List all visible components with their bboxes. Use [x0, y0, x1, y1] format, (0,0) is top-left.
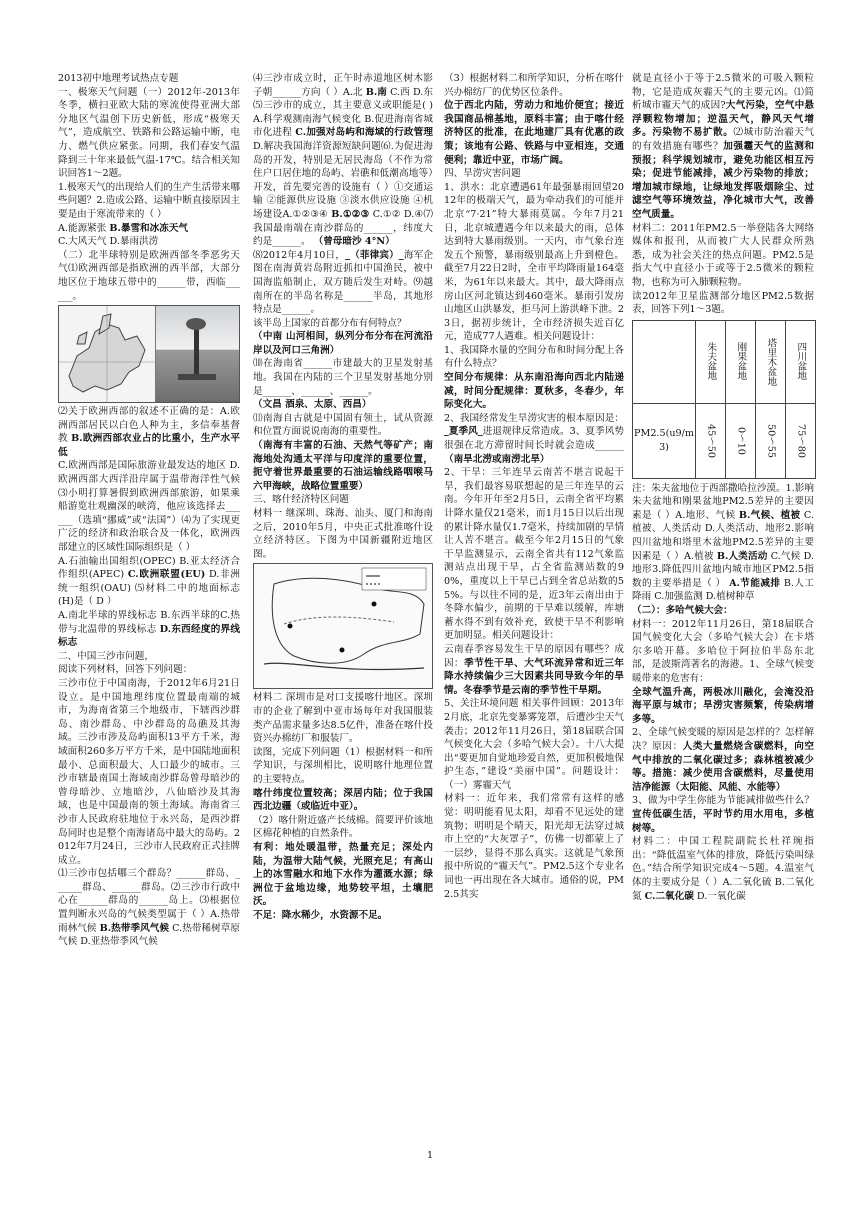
- sansha-q9b: 该半岛上国家的首都分布有何特点？: [253, 317, 407, 329]
- pm25-q2-answer: B.人类活动: [716, 550, 768, 562]
- doha-q2-text: 2、全球气候变暖的原因是怎样的？怎样解决？原因：: [632, 727, 814, 752]
- sansha-q11-answer: （南海有丰富的石油、天然气等矿产；南海地处沟通太平洋与印度洋的重要位置，扼守着世界最重要的石油运输线路咽喉马六甲海峡，战略位置重要）: [253, 440, 433, 492]
- question-2-rest: C.欧洲西部是国际旅游业最发达的地区 D.欧洲西部大西洋沿岸属于温带海洋性气候⑶小明打算暑假到欧洲西部旅游，如果乘船游览壮观幽深的峡湾，他应该选择去______（选填“挪威”或“法国”）⑷为了实现更广泛的经济和政治联合及一体化，欧洲西部建立的区域性国际组织是（ ）: [58, 460, 240, 554]
- haze-q1-answer: 大气污染，空气中悬浮颗粒物增加；逆温天气，静风天气增多。污染物不易扩散。: [632, 100, 814, 139]
- question-1-options-cd: C.大风天气 D.暴雨洪涝: [58, 236, 159, 248]
- sansha-q10: ⑽在海南省______市建最大的卫星发射基地。我国在内陆的三个卫星发射基地分别是______、______、______。: [253, 358, 433, 397]
- q5-answer: D.东西经度的界线标志: [58, 623, 240, 649]
- drought-material: 2、干旱：三年连旱云南苦不堪言说起干旱，我们最容易联想起的是三年连旱的云南。今年开年至2月5日，云南全省平均累计降水量仅21毫米，而1月15日以后出现的累计降水量仅1.7毫米，持续加剧的旱情让人苦不堪言。截至今年2月15日的气象干旱监测显示，云南全省共有112气象监测站点出现干旱，占全省监测站数的90%，重度以上干旱已占到全省总站数的55%。与以往不同的是，近3年云南出由于冬降水偏少，前期的干旱难以缓解，库塘蓄水得不到有效补充，致使干旱不利影响更加明显。相关问题设计：: [444, 467, 624, 642]
- flood-q2-answer: _夏季风_: [444, 426, 483, 438]
- flood-q1-answer: 空间分布规律：从东南沿海向西北内陆递减，时间分配规律：夏秋多，冬春少，年际变化大。: [444, 372, 624, 411]
- haze-q2-answer: 加强霾天气的监测和预报；科学规划城市，避免功能区相互污染；促进节能减排，减少污染物的排放；增加城市绿地，让绿地发挥吸烟除尘、过滤空气等环境效益，净化城市大气，改善空气质量。: [632, 140, 815, 220]
- q5-opt-abc: A.南北半球的界线标志 B.东西半球的C.热带与北温带的界线标志: [58, 610, 240, 635]
- flood-q1: 1、我国降水量的空间分布和时间分配上各有什么特点？: [444, 344, 624, 370]
- q6-answer: B.①②③: [331, 208, 370, 220]
- sansha-q4: [253, 72, 433, 249]
- sansha-q11: ⑾南海自古就是中国固有领土，试从资源和位置方面说说南海的重要性。: [253, 412, 433, 438]
- pm25-questions: [632, 482, 814, 604]
- q1-text: 1.极寒天气的出现给人们的生产生活带来哪些问题？2.造成公路、运输中断直接原因主要是由于寒流带来的（ ）: [58, 181, 240, 220]
- pm25-table: [632, 320, 816, 479]
- q5-text: C.西 D.东⑸三沙市的成立，其主要意义或职能是( )A.科学观测南海气候变化 B.促进海南省城市化进程: [253, 86, 434, 139]
- doha-q1-answer: 全球气温升高，两极冰川融化，会淹没沿海平原与城市；旱涝灾害频繁，传染病增多等。: [632, 686, 814, 725]
- table-cell: 45～50: [696, 403, 726, 478]
- pm25-q2-text: C.植被、人类活动 D.人类活动、地形2.影响四川盆地和塔里木盆地PM2.5差异的主要因素是（ ）A.植被: [632, 509, 814, 562]
- table-cell: 50～55: [756, 403, 786, 478]
- q7-text: C.①② D.④⑺我国最南端在南沙群岛的______，纬度大约是______。: [253, 208, 433, 248]
- q1-opt-a: A.能源紧张: [58, 222, 107, 234]
- page-number: 1: [426, 1150, 434, 1161]
- sansha-q-answer: B.热带季风气候: [99, 922, 169, 934]
- sansha-q-opts: C.热带稀树草原气候 D.亚热带季风气候: [58, 922, 240, 948]
- q4-answer: B.南: [365, 86, 387, 98]
- haze-q1-text: 就是直径小于等于2.5微米的可吸入颗粒物，它是造成灰霾天气的主要元凶。⑴简析城市霾天气的成因?: [632, 73, 814, 112]
- doha-heading: （二）：多哈气候大会：: [632, 605, 733, 617]
- pm25-q3-answer: A.节能减排: [729, 577, 781, 589]
- disaster-heading: 四、旱涝灾害问题: [444, 168, 521, 180]
- table-header-cell: 朱夫盆地: [696, 320, 726, 403]
- table-row-label: PM2.5(u9/m3): [633, 403, 696, 478]
- pm25-q1-text: 注：朱夫盆地位于西部撒哈拉沙漠。1.影响朱夫盆地和刚果盆地PM2.5差异的主要因素是（ ）A.地形、气候: [632, 482, 814, 521]
- column-1: [58, 72, 240, 949]
- q4-text: ⑷三沙市成立时，正午时赤道地区树木影子朝______方向（ ）A.北: [253, 73, 433, 98]
- doha-q3-text: 3、做为中学生你能为节能减排做些什么？: [632, 795, 814, 807]
- q4-answer: C.欧洲联盟(EU): [127, 569, 206, 581]
- s1-head: 一、极寒天气问题（一）2012年: [58, 86, 203, 98]
- green-q-opt-d: D.一氧化碳: [696, 890, 746, 902]
- kashgar-heading: 三、喀什经济特区问题: [253, 494, 349, 506]
- flood-q3-text: 进退规律反常造成。3、夏季风势很强在北方滞留时间长时就会造成______: [444, 426, 625, 452]
- q2-answer: B.欧洲西部农业占的比重小，生产水平低: [58, 433, 240, 458]
- q9-text: 海军企图在南海黄岩岛附近抓扣中国渔民，被中国海监船制止，双方随后发生对峙。⑼越南所在的半岛名称是______半岛，其地形特点是______。: [253, 249, 434, 316]
- drought-q: [444, 643, 624, 697]
- section-3-heading: 二、中国三沙市问题，: [58, 650, 154, 662]
- doha-q2-answer: 人类大量燃烧含碳燃料，向空气中排放的二氧化碳过多；森林植被减少等。措施：减少使用含碳燃料，尽量使用洁净能源（太阳能、风能、水能等）: [632, 740, 815, 793]
- kashgar-q3-answer: 位于西北内陆，劳动力和地价便宜；接近我国商品棉基地，原料丰富；由于喀什经济特区的批准，在此地建厂具有优惠的政策；该地有公路、铁路与中亚相连，交通便利；靠近中亚，市场广阔。: [444, 100, 624, 166]
- doha-q2: [632, 726, 814, 794]
- table-row: [633, 403, 816, 478]
- drought-q-text: 云南春季容易发生干旱的原因有哪些？成因：: [444, 643, 624, 669]
- green-q-answer: C.二氧化碳: [644, 890, 694, 902]
- sansha-q8: [253, 249, 433, 317]
- column-4: [632, 72, 814, 903]
- q8-answer: _（菲律宾）_: [345, 249, 404, 261]
- kashgar-q3: （3）根据材料二和所学知识，分析在喀什兴办棉纺厂的优势区位条件。: [444, 73, 624, 98]
- pm25-q3-text: C.气候 D.地形3.降低四川盆地内城市地区PM2.5指数的主要举措是（ ）: [632, 550, 815, 589]
- kashgar-material-1: 材料一 继深圳、珠海、汕头、厦门和海南之后，2010年5月，中央正式批准喀什设立经济特区。下图为中国新疆附近地区图。: [253, 508, 433, 560]
- sansha-q-text: ⑴三沙市包括哪三个群岛？______群岛、______群岛、______群岛。⑵三沙市行政中心在______群岛的______岛上。⑶根据位置判断永兴岛的气候类型属于（ ）A.热带雨林气候: [58, 868, 240, 934]
- table-cell: 75～80: [786, 403, 816, 478]
- kashgar-q2: （2）喀什附近盛产长绒棉。简要评价该地区棉花种植的自然条件。: [253, 814, 433, 840]
- pm25-intro: 读2012年卫星监测部分地区PM2.5数据表，回答下列1～3题。: [632, 290, 814, 316]
- kashgar-q1: 读图，完成下列问题（1）根据材料一和所学知识，与深圳相比，说明喀什地理位置的主要特点。: [253, 746, 433, 785]
- column-3: [444, 72, 624, 901]
- haze-q2-text: ⑵城市防治霾天气的有效措施有哪些？: [632, 127, 815, 152]
- flood-q3-answer: （南旱北涝或南涝北旱）: [444, 453, 550, 465]
- column-2: [253, 72, 433, 922]
- question-1: [58, 181, 240, 222]
- flood-q2: [444, 412, 624, 466]
- haze-q1: [632, 72, 814, 222]
- sansha-q9-answer: （中南 山河相间，纵列分布分布在河流沿岸以及河口三角洲）: [253, 331, 433, 356]
- green-q-text: 材料二：中国工程院副院长杜祥琬指出：“降低温室气体的排放，降低污染叫绿色。”结合所学知识完成4～5题。4.温室气体的主要成分是（ ）A.二氧化硫 B.二氧化氮: [632, 836, 814, 902]
- drought-q-answer: 季节性干旱、大气环流异常和近三年降水持续偏少三大因素共同导致今年的旱情。冬春季节是云南的季节性干旱期。: [444, 657, 625, 696]
- table-cell: 0～10: [726, 403, 756, 478]
- europe-map-image: [59, 306, 156, 402]
- q4-opt-d: D.非洲统一组织(OAU) ⑸材料二中的地面标志(H)是（ D ）: [58, 569, 240, 608]
- flood-q2-text: 2、我国经常发生旱涝灾害的根本原因是：: [444, 412, 624, 424]
- europe-figure: [58, 305, 240, 403]
- kashgar-material-2: 材料二 深圳市是对口支援喀什地区。深圳市的企业了解到中亚市场每年对我国服装类产品需求量多达8.5亿件，准备在喀什投资兴办棉纺厂和服装厂。: [253, 692, 433, 745]
- q7-answer: （曾母暗沙 4°N）: [313, 236, 395, 248]
- flood-material: 1、洪水：北京遭遇61年最强暴雨回望2012年的极端天气，最为牵动我们的可能并北京“7·21”特大暴雨莫属。今年7月21日，北京城遭遇今年以来最大的雨，总体达到特大暴雨级别。一天内，市气象台连发五个预警，暴雨级别最高上升到橙色。截至7月22日2时，全市平均降雨量164毫米，为61年以来最大。其中，最大降雨点房山区河北镇达到460毫米。暴雨引发房山地区山洪暴发，拒马河上游洪峰下泄。23日，据初步统计，全市经济损失近百亿元，造成77人遇难。相关问题设计：: [444, 181, 624, 343]
- kashgar-q2-answer-b: 不足：降水稀少，水资源不足。: [253, 909, 388, 921]
- doha-material: 材料一：2012年11月26日，第18届联合国气候变化大会（多哈气候大会）在卡塔尔多哈开幕。多哈位于阿拉伯半岛东北部，是波斯湾著名的海港。1、全球气候变暖带来的危害有：: [632, 618, 814, 684]
- kashgar-q1-answer: 喀什纬度位置较高；深居内陆；位于我国西北边疆（或临近中亚）。: [253, 787, 433, 813]
- sansha-questions: [58, 867, 240, 949]
- pm25-q1-answer: B.气候、植被: [738, 509, 801, 521]
- section-3-intro: 阅读下列材料，回答下列问题：: [58, 664, 193, 676]
- landmark-photo: [156, 306, 239, 402]
- europe-outline-icon: [59, 306, 155, 402]
- q2-text: ⑵关于欧洲西部的叙述不正确的是：A.欧洲西部居民以白色人种为主，多信奉基督教: [58, 406, 240, 445]
- pm25-q3-opts: B.人工降雨 C.加强监测 D.植树种草: [632, 577, 814, 603]
- sansha-q10-answer: （文昌 酒泉、太原、西昌）: [253, 399, 372, 411]
- xinjiang-map-icon: [254, 564, 432, 688]
- q8-text: ⑻2012年4月10日，: [253, 249, 346, 261]
- q5-answer: C.加强对岛屿和海域的行政管理: [295, 127, 433, 139]
- marker-pole-icon: [156, 306, 239, 402]
- question-5-options: [58, 609, 240, 650]
- table-row: [633, 320, 816, 403]
- kashgar-q2-answer: 有利：地处暖温带，热量充足；深处内陆，为温带大陆气候，光照充足；有高山上的冰雪融水和地下水作为灌溉水源；绿洲位于盆地边缘，地势较平坦，土壤肥沃。: [253, 841, 433, 908]
- doha-q3-answer: 宣传低碳生活，平时节约用水用电，多植树等。: [632, 808, 814, 834]
- q6-text: D.解决我国海洋资源短缺问题⑹.为促进海岛的开发，特别是无居民海岛（不作为常住户口居住地的岛屿、岩礁和低潮高地等）开发，首先要完善的设施有（ ）①交通运输 ②能源供应设施 ③淡水供应设施 ④机场建设A.①②③④: [253, 140, 433, 220]
- question-4-options: [58, 555, 240, 609]
- question-1-options: [58, 222, 240, 236]
- document-page: [58, 72, 815, 1172]
- doc-title: 2013初中地理考试热点专题: [58, 73, 179, 84]
- pm25-material: 材料二：2011年PM2.5一举登陆各大网络媒体和报刊，从而被广大人民群众所熟悉，成为社会关注的热点问题。PM2.5是指大气中直径小于或等于2.5微米的颗粒物，也称为可入肺颗粒物。: [632, 222, 814, 288]
- section-1-heading: [58, 86, 240, 181]
- haze-material: 材料一：近年来，我们常常有这样的感觉：明明能看见太阳，却看不见远处的建筑物；明明是个晴天，阳光却无法穿过城市上空的“大灰罩子”，仿佛一切都蒙上了一层纱，显得不那么真实。这就是气象预报中所说的“霾天气”。PM2.5这个专业名词也一再出现在各大城市。通俗的说，PM2.5其实: [444, 793, 624, 900]
- q1-opt-b-answer: B.暴雪和冰冻天气: [109, 222, 189, 234]
- xinjiang-map: [253, 563, 433, 689]
- q4-opt-ab: A.石油输出国组织(OPEC) B.亚太经济合作组织(APEC): [58, 555, 240, 581]
- environment-heading: 5、关注环境问题 相关事件回顾：2013年2月底，北京先变暴雾笼罩，后遭沙尘天气袭击；2012年11月26日，第18届联合国气候变化大会（多哈气候大会）。十八大提出“要更加自觉地珍爱自然，更加积极地保护生态，”建设“美丽中国”。问题设计：（一）雾霾天气: [444, 698, 624, 791]
- table-corner: [633, 320, 696, 403]
- green-material: [632, 835, 814, 903]
- sansha-material: 三沙市位于中国南海，于2012年6月21日设立。是中国地理纬度位置最南端的城市，为海南省第三个地级市，下辖西沙群岛、南沙群岛、中沙群岛的岛礁及其海域。三沙市涉及岛屿面积13平方千米，海域面积260多万平方千米，是中国陆地面积最小、总面积最大、人口最少的城市。三沙市辖最南国土海域南沙群岛曾母暗沙的曾母暗沙、立地暗沙，八仙暗沙及其海域，也是中国最南的领土海域。海南省三沙市人民政府驻地位于永兴岛，是西沙群岛同时也是整个南海诸岛中最大的岛屿。2012年7月24日，三沙市人民政府正式挂牌成立。: [58, 677, 240, 866]
- s1-body: -2013年冬季，横扫亚欧大陆的寒流使得亚洲大部分地区气温创下历史新低，形成“极寒天气”，造成航空、铁路和公路运输中断，电力、燃气供应紧张。同期，我们春安气温降到三十年来最低气温-17℃。结合相关知识回答1～2题。: [58, 86, 240, 180]
- doha-q3: [632, 794, 814, 835]
- table-header-cell: 塔里木盆地: [756, 320, 786, 403]
- section-2-heading: （二）北半球特别是欧洲西部冬季恶劣天气⑴欧洲西部是指欧洲的西半部，大部分地区位于地球五带中的______带，西临______。: [58, 249, 240, 302]
- table-header-cell: 四川盆地: [786, 320, 816, 403]
- question-2: [58, 405, 240, 459]
- table-header-cell: 刚果盆地: [726, 320, 756, 403]
